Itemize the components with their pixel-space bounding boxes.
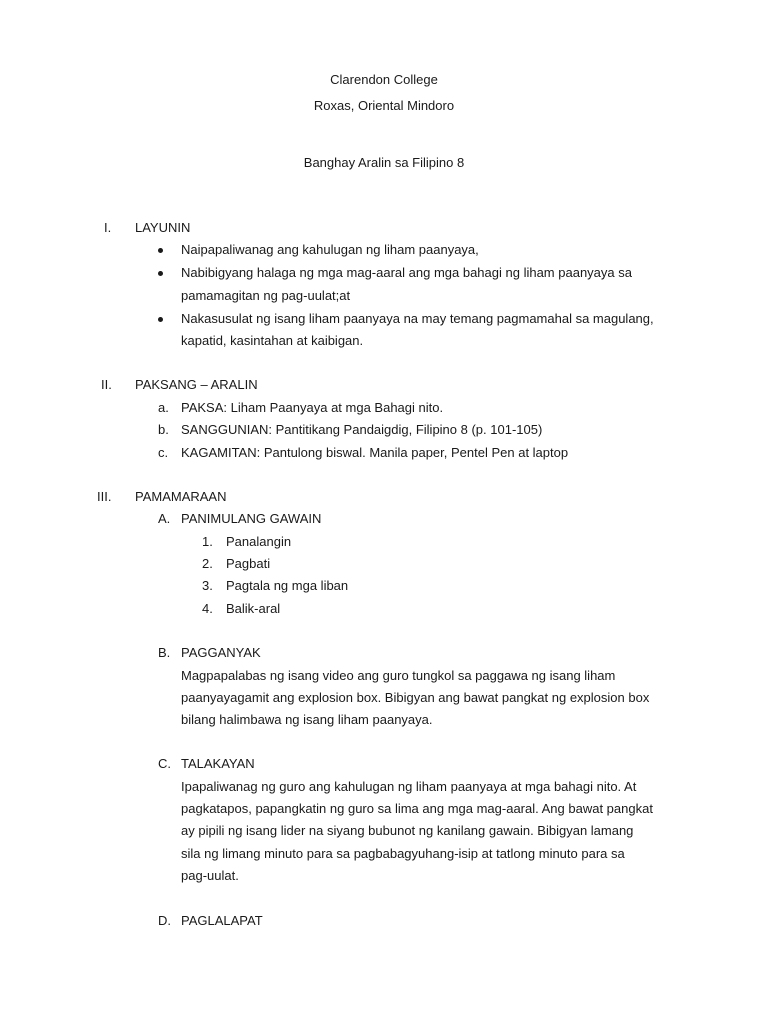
sub-b-line-3: bilang halimbawa ng isang liham paanyaya.: [181, 712, 433, 727]
sub-c-line-2: pagkatapos, papangkatin ng guro sa lima ang mga mag-aaral. Ang bawat pangkat: [181, 801, 653, 816]
item-a-text: PAKSA: Liham Paanyaya at mga Bahagi nito.: [181, 400, 444, 415]
step-1-text: Panalangin: [226, 534, 292, 549]
objective-1: Naipapaliwanag ang kahulugan ng liham paanyaya,: [181, 242, 479, 257]
bullet-icon: [158, 248, 163, 253]
sub-b-heading: PAGGANYAK: [181, 645, 261, 660]
bullet-icon: [158, 317, 163, 322]
section-3-numeral: III.: [97, 489, 112, 504]
document-title: Banghay Aralin sa Filipino 8: [303, 155, 465, 170]
sub-b-marker: B.: [158, 645, 171, 660]
objective-2-line-1: Nabibigyang halaga ng mga mag-aaral ang mga bahagi ng liham paanyaya sa: [181, 265, 632, 280]
objective-2-line-2: pamamagitan ng pag-uulat;at: [181, 288, 351, 303]
sub-d-marker: D.: [158, 913, 171, 928]
step-3-text: Pagtala ng mga liban: [226, 578, 349, 593]
sub-c-line-1: Ipapaliwanag ng guro ang kahulugan ng liham paanyaya at mga bahagi nito. At: [181, 779, 637, 794]
objective-3-line-1: Nakasusulat ng isang liham paanyaya na may temang pagmamahal sa magulang,: [181, 311, 654, 326]
step-1-marker: 1.: [202, 534, 213, 549]
item-c-text: KAGAMITAN: Pantulong biswal. Manila paper, Pentel Pen at laptop: [181, 445, 569, 460]
school-name: Clarendon College: [330, 72, 438, 87]
sub-b-line-1: Magpapalabas ng isang video ang guro tungkol sa paggawa ng isang liham: [181, 668, 616, 683]
sub-d-heading: PAGLALAPAT: [181, 913, 263, 928]
section-2-numeral: II.: [101, 377, 112, 392]
step-4-marker: 4.: [202, 601, 213, 616]
sub-a-heading: PANIMULANG GAWAIN: [181, 511, 322, 526]
sub-c-line-4: sila ng limang minuto para sa pagbabagyuhang-isip at tatlong minuto para sa: [181, 846, 625, 861]
step-2-marker: 2.: [202, 556, 213, 571]
bullet-icon: [158, 271, 163, 276]
section-3-heading: PAMAMARAAN: [135, 489, 227, 504]
sub-b-line-2: paanyayagamit ang explosion box. Bibigyan ang bawat pangkat ng explosion box: [181, 690, 650, 705]
item-c-marker: c.: [158, 445, 169, 460]
sub-a-marker: A.: [158, 511, 171, 526]
item-b-text: SANGGUNIAN: Pantitikang Pandaigdig, Filipino 8 (p. 101-105): [181, 422, 543, 437]
section-2-heading: PAKSANG – ARALIN: [135, 377, 258, 392]
section-1-numeral: I.: [104, 220, 112, 235]
item-b-marker: b.: [158, 422, 169, 437]
sub-c-line-3: ay pipili ng isang lider na siyang bubunot ng kanilang gawain. Bibigyan lamang: [181, 823, 634, 838]
item-a-marker: a.: [158, 400, 169, 415]
sub-c-heading: TALAKAYAN: [181, 756, 255, 771]
objective-3-line-2: kapatid, kasintahan at kaibigan.: [181, 333, 364, 348]
section-1-heading: LAYUNIN: [135, 220, 191, 235]
school-location: Roxas, Oriental Mindoro: [313, 98, 455, 113]
sub-c-line-5: pag-uulat.: [181, 868, 239, 883]
sub-c-marker: C.: [158, 756, 171, 771]
step-4-text: Balik-aral: [226, 601, 281, 616]
step-3-marker: 3.: [202, 578, 213, 593]
step-2-text: Pagbati: [226, 556, 271, 571]
